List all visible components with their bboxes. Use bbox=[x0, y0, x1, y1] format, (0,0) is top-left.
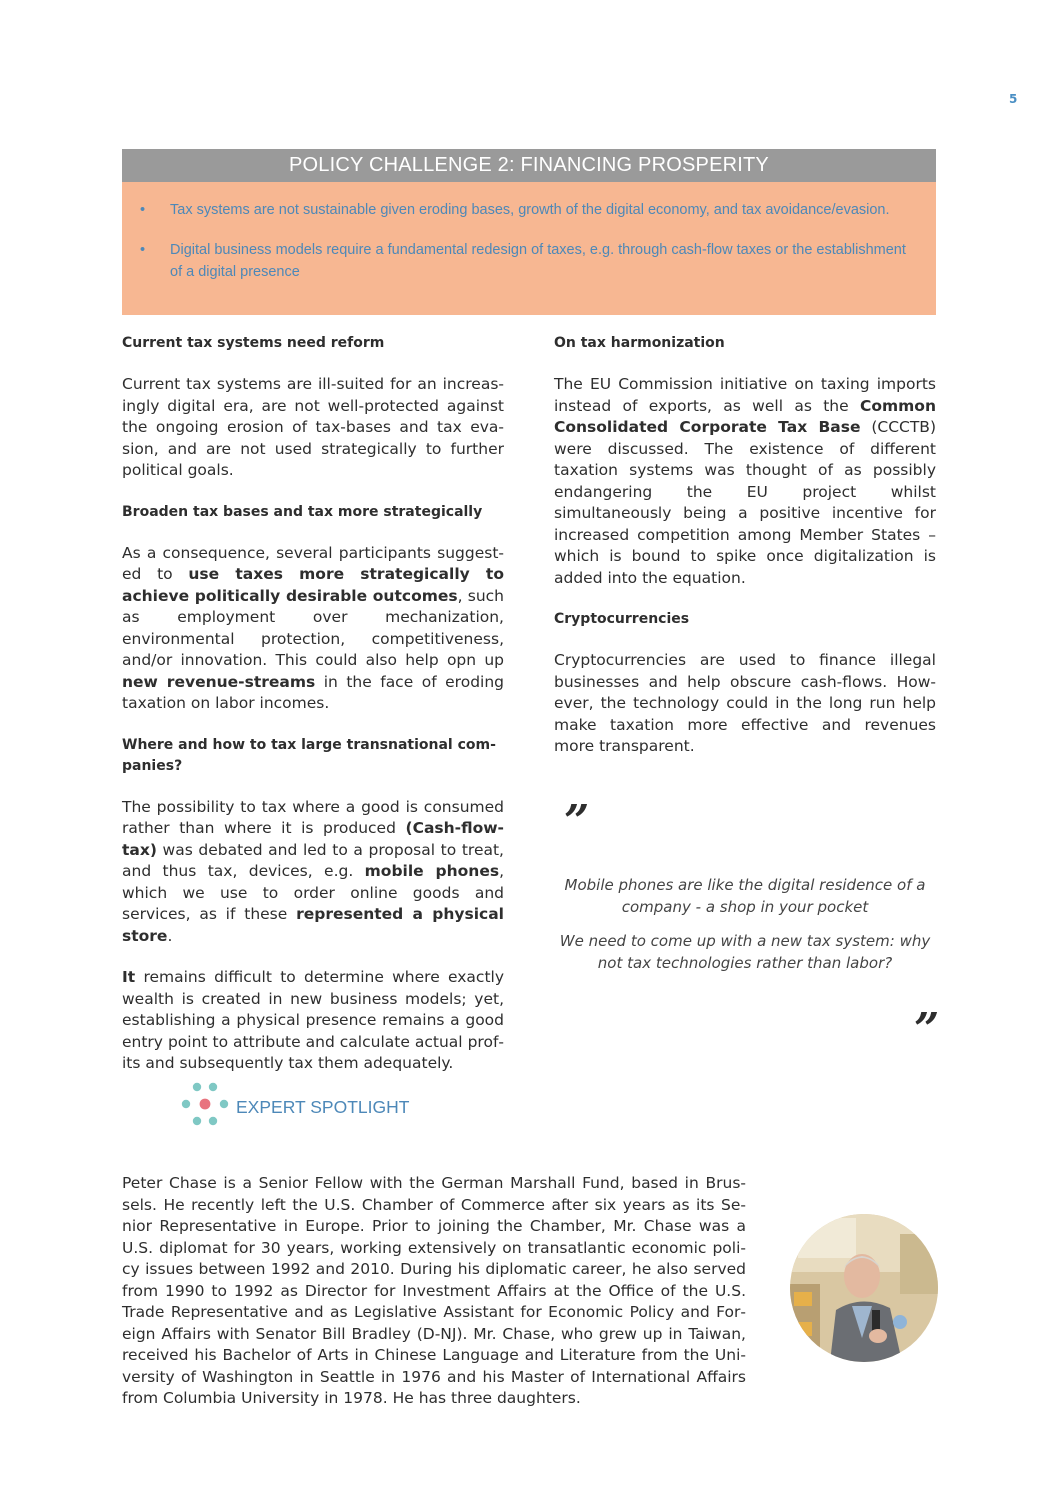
policy-challenge-title: POLICY CHALLENGE 2: FINANCING PROSPERITY bbox=[122, 149, 936, 182]
bold-run: Common Consolidated Corporate Tax Base bbox=[554, 396, 936, 436]
section-heading-harmonization: On tax harmonization bbox=[554, 335, 725, 351]
paragraph-harmonization bbox=[554, 374, 936, 589]
text-run: remains difficult to determine where exactly wealth is created in new business models; yet, establishing a physical presence remains a good entry point to attribute and calculate actual profits and subsequently tax them adequately. bbox=[122, 968, 504, 1072]
summary-item bbox=[140, 199, 914, 221]
page-number: 5 bbox=[1009, 92, 1018, 106]
expert-photo bbox=[790, 1214, 938, 1362]
paragraph-crypto: Cryptocurrencies are used to finance illegal businesses and help obscure cash-flows. However, the technology could in the long run help make taxation more effective and revenues more transparent. bbox=[554, 651, 936, 755]
bold-run: (Cash-flow-tax) bbox=[122, 819, 504, 859]
section-heading-reform: Current tax systems need reform bbox=[122, 335, 385, 351]
section-heading-broaden: Broaden tax bases and tax more strategically bbox=[122, 503, 483, 520]
text-run: , which we use to order online goods and services, as if these bbox=[122, 862, 505, 923]
paragraph-reform: Current tax systems are ill-suited for an increasingly digital era, are not well-protected against the ongoing erosion of tax-bases and tax evasion, and are not used strategically to further political goals. bbox=[122, 375, 504, 479]
right-column bbox=[554, 330, 936, 778]
section-heading-transnational: Where and how to tax large transnational companies? bbox=[122, 736, 496, 774]
bold-run: use taxes more strategically to achieve politically desirable outcomes bbox=[122, 565, 504, 605]
policy-challenge-summary bbox=[122, 182, 936, 315]
pull-quote bbox=[554, 874, 936, 986]
text-run: The EU Commission initiative on taxing imports instead of exports, as well as the bbox=[554, 375, 936, 415]
bullet-icon: • bbox=[140, 202, 146, 218]
spotlight-dots-icon bbox=[180, 1080, 230, 1130]
text-run: was debated and led to a proposal to treat, and thus tax, devices, e.g. bbox=[122, 840, 504, 880]
summary-item bbox=[140, 239, 914, 283]
bold-run: It bbox=[122, 968, 136, 986]
summary-item-text: Tax systems are not sustainable given eroding bases, growth of the digital economy, and tax avoidance/evasion. bbox=[170, 202, 890, 218]
bold-run: new revenue-streams bbox=[122, 672, 316, 691]
quote-close-icon: ” bbox=[914, 1004, 940, 1055]
text-run: , such as employment over mechanization, environmental protection, competitiveness, and/or innovation. This could also help opn up bbox=[122, 586, 504, 669]
text-run: (CCCTB) were discussed. The existence of different taxation systems was thought of as possibly endangering the EU project whilst simultaneously being a positive incentive for increased competition among Member States – which is bound to spike once digitalization is added into the equation. bbox=[554, 418, 936, 587]
quote-line: We need to come up with a new tax system: why not tax technologies rather than labor? bbox=[559, 932, 931, 972]
left-column bbox=[122, 330, 504, 1095]
section-heading-crypto: Cryptocurrencies bbox=[554, 611, 690, 627]
quote-line: Mobile phones are like the digital residence of a company - a shop in your pocket bbox=[564, 876, 926, 916]
paragraph-broaden bbox=[122, 543, 504, 715]
text-run: The possibility to tax where a good is consumed rather than where it is produced bbox=[122, 797, 504, 837]
paragraph-transnational bbox=[122, 797, 504, 948]
bullet-icon: • bbox=[140, 242, 146, 258]
expert-spotlight-label: EXPERT SPOTLIGHT bbox=[236, 1097, 410, 1117]
paragraph-wealth bbox=[122, 967, 504, 1075]
expert-bio: Peter Chase is a Senior Fellow with the German Marshall Fund, based in Brussels. He recently left the U.S. Chamber of Commerce after six years as its Senior Representative in Europe. Prior to joining the Chamber, Mr. Chase was a U.S. diplomat for 30 years, working extensively on transatlantic economic policy issues between 1992 and 2010. During his diplomatic career, he also served from 1990 to 1992 as Director for Investment Affairs at the Office of the U.S. Trade Representative and as Legislative Assistant for Economic Policy and Foreign Affairs with Senator Bill Bradley (D-NJ). Mr. Chase, who grew up in Taiwan, received his Bachelor of Arts in Chinese Language and Literature from the University of Washington in Seattle in 1976 and his Master of International Affairs from Columbia University in 1978. He has three daughters. bbox=[122, 1174, 746, 1407]
bold-run: mobile phones bbox=[364, 862, 500, 880]
portrait-image bbox=[790, 1214, 938, 1362]
text-run: in the face of eroding taxation on labor incomes. bbox=[122, 672, 504, 712]
quote-open-icon: ” bbox=[564, 796, 590, 847]
summary-item-text: Digital business models require a fundamental redesign of taxes, e.g. through cash-flow taxes or the establishment of a digital presence bbox=[170, 242, 906, 280]
summary-list bbox=[140, 199, 914, 283]
bold-run: represented a physical store bbox=[122, 905, 504, 945]
text-run: As a consequence, several participants suggested to bbox=[122, 543, 504, 583]
text-run: . bbox=[167, 926, 173, 945]
